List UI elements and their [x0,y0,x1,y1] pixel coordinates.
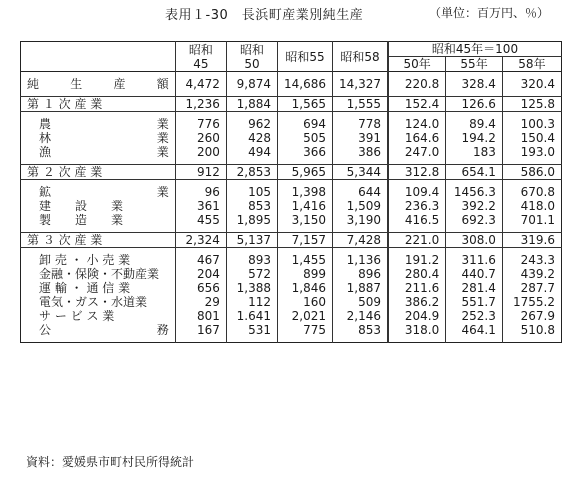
header-year-3: 昭和58 [333,42,389,72]
row-label [21,199,176,213]
index-cell: 267.9 [502,309,561,323]
table-row [21,281,562,295]
row-label-text [39,145,169,159]
row-label [21,145,176,165]
value-cell: 509 [333,295,389,309]
value-cell: 204 [175,267,226,281]
index-cell: 100.3 [502,112,561,132]
value-cell: 14,327 [333,72,389,97]
value-cell: 494 [226,145,277,165]
value-cell: 167 [175,323,226,343]
index-cell: 464.1 [446,323,503,343]
table-row [21,112,562,132]
value-cell: 694 [278,112,333,132]
index-cell: 109.4 [388,180,446,200]
table-row [21,72,562,97]
index-cell: 191.2 [388,248,446,268]
value-cell: 1,509 [333,199,389,213]
row-label-text [39,131,169,145]
table-row [21,309,562,323]
row-label-text: 第 ３ 次 産 業 [27,233,103,247]
value-cell: 531 [226,323,277,343]
index-cell: 247.0 [388,145,446,165]
label-char: 純 [27,77,40,91]
header-index-year-1: 55年 [446,57,503,72]
row-label-text: 電気・ガス・水道業 [39,295,148,309]
value-cell: 2,853 [226,165,277,180]
value-cell: 200 [175,145,226,165]
index-cell: 319.6 [502,233,561,248]
value-cell: 366 [278,145,333,165]
value-cell: 160 [278,295,333,309]
value-cell: 899 [278,267,333,281]
label-char: 公 [39,323,52,337]
value-cell: 1,895 [226,213,277,233]
label-char: 林 [39,131,52,145]
value-cell: 2,324 [175,233,226,248]
index-cell: 654.1 [446,165,503,180]
value-cell: 361 [175,199,226,213]
index-cell: 328.4 [446,72,503,97]
value-cell: 9,874 [226,72,277,97]
value-cell: 386 [333,145,389,165]
label-char: 鉱 [39,185,52,199]
index-cell: 318.0 [388,323,446,343]
value-cell: 896 [333,267,389,281]
table-row [21,323,562,343]
value-cell: 391 [333,131,389,145]
value-cell: 912 [175,165,226,180]
row-label-text: 金融・保険・不動産業 [39,267,160,281]
index-cell: 125.8 [502,97,561,112]
header-year-2: 昭和55 [278,42,333,72]
row-label [21,165,176,180]
table-row [21,267,562,281]
value-cell: 572 [226,267,277,281]
table-row [21,97,562,112]
value-cell: 5,344 [333,165,389,180]
index-cell: 150.4 [502,131,561,145]
row-label [21,267,176,281]
value-cell: 1,416 [278,199,333,213]
index-cell: 692.3 [446,213,503,233]
index-cell: 320.4 [502,72,561,97]
label-char: 農 [39,117,52,131]
value-cell: 1,555 [333,97,389,112]
row-label [21,281,176,295]
row-label [21,72,176,97]
row-label [21,248,176,268]
value-cell: 1,455 [278,248,333,268]
index-cell: 670.8 [502,180,561,200]
value-cell: 1,846 [278,281,333,295]
index-cell: 164.6 [388,131,446,145]
value-cell: 260 [175,131,226,145]
unit-note: （単位：百万円、％） [428,6,549,20]
value-cell: 1,398 [278,180,333,200]
table-row [21,233,562,248]
label-char: 生 [70,77,83,91]
value-cell: 656 [175,281,226,295]
row-label-text [39,323,169,337]
value-cell: 5,965 [278,165,333,180]
value-cell: 1,236 [175,97,226,112]
header-row-years [21,42,562,57]
value-cell: 505 [278,131,333,145]
index-cell: 89.4 [446,112,503,132]
index-cell: 418.0 [502,199,561,213]
row-label [21,180,176,200]
index-cell: 221.0 [388,233,446,248]
index-cell: 124.0 [388,112,446,132]
row-label-text: 製 造 業 [39,213,124,227]
header-year-0: 昭和45 [175,42,226,72]
value-cell: 1,136 [333,248,389,268]
index-cell: 439.2 [502,267,561,281]
value-cell: 2,021 [278,309,333,323]
table-row [21,213,562,233]
row-label-text: 第 ２ 次 産 業 [27,165,103,179]
index-cell: 252.3 [446,309,503,323]
index-cell: 510.8 [502,323,561,343]
value-cell: 14,686 [278,72,333,97]
value-cell: 775 [278,323,333,343]
value-cell: 853 [333,323,389,343]
value-cell: 428 [226,131,277,145]
table-row [21,165,562,180]
header-index-year-0: 50年 [388,57,446,72]
index-cell: 281.4 [446,281,503,295]
row-label [21,309,176,323]
index-cell: 1755.2 [502,295,561,309]
value-cell: 455 [175,213,226,233]
index-cell: 194.2 [446,131,503,145]
row-label [21,233,176,248]
table-row [21,248,562,268]
row-label-text: 第 １ 次 産 業 [27,97,103,111]
label-char: 漁 [39,145,52,159]
value-cell: 3,190 [333,213,389,233]
label-char: 業 [156,185,169,199]
production-table [20,41,562,343]
source-note: 資料：愛媛県市町村民所得統計 [26,455,195,469]
index-cell: 392.2 [446,199,503,213]
value-cell: 853 [226,199,277,213]
row-label [21,323,176,343]
value-cell: 801 [175,309,226,323]
value-cell: 112 [226,295,277,309]
index-cell: 220.8 [388,72,446,97]
row-label-text: 建 設 業 [39,199,124,213]
index-cell: 311.6 [446,248,503,268]
index-cell: 193.0 [502,145,561,165]
index-cell: 386.2 [388,295,446,309]
header-index-label: 昭和45年＝100 [388,42,561,57]
value-cell: 1,887 [333,281,389,295]
value-cell: 467 [175,248,226,268]
index-cell: 701.1 [502,213,561,233]
index-cell: 308.0 [446,233,503,248]
index-cell: 586.0 [502,165,561,180]
index-cell: 440.7 [446,267,503,281]
value-cell: 776 [175,112,226,132]
row-label-text [39,117,169,131]
index-cell: 551.7 [446,295,503,309]
header-corner [21,42,176,72]
row-label [21,131,176,145]
index-cell: 287.7 [502,281,561,295]
label-char: 務 [156,323,169,337]
value-cell: 29 [175,295,226,309]
index-cell: 183 [446,145,503,165]
index-cell: 312.8 [388,165,446,180]
index-cell: 126.6 [446,97,503,112]
index-cell: 204.9 [388,309,446,323]
header-year-1: 昭和50 [226,42,277,72]
row-label [21,97,176,112]
row-label [21,295,176,309]
value-cell: 1,884 [226,97,277,112]
value-cell: 778 [333,112,389,132]
label-char: 業 [156,117,169,131]
value-cell: 644 [333,180,389,200]
index-cell: 152.4 [388,97,446,112]
table-row [21,145,562,165]
table-row [21,180,562,200]
row-label [21,213,176,233]
row-label [21,112,176,132]
header-index-year-2: 58年 [502,57,561,72]
row-label-text [39,185,169,199]
label-char: 業 [156,145,169,159]
index-cell: 236.3 [388,199,446,213]
value-cell: 1,565 [278,97,333,112]
index-cell: 416.5 [388,213,446,233]
value-cell: 5,137 [226,233,277,248]
label-char: 額 [156,77,169,91]
table-row [21,295,562,309]
value-cell: 962 [226,112,277,132]
value-cell: 1,388 [226,281,277,295]
value-cell: 3,150 [278,213,333,233]
value-cell: 1.641 [226,309,277,323]
table-row [21,131,562,145]
value-cell: 7,157 [278,233,333,248]
row-label-text: 卸 売 ・ 小 売 業 [39,253,131,267]
value-cell: 4,472 [175,72,226,97]
label-char: 産 [113,77,126,91]
value-cell: 7,428 [333,233,389,248]
row-label-text: 運 輸 ・ 通 信 業 [39,281,131,295]
row-label-text: サ ー ビ ス 業 [39,309,115,323]
value-cell: 2,146 [333,309,389,323]
table-title: 表用１-30 長浜町産業別純生産 [165,8,364,23]
index-cell: 211.6 [388,281,446,295]
value-cell: 105 [226,180,277,200]
label-char: 業 [156,131,169,145]
index-cell: 243.3 [502,248,561,268]
index-cell: 1456.3 [446,180,503,200]
row-label-text [27,77,169,91]
value-cell: 96 [175,180,226,200]
index-cell: 280.4 [388,267,446,281]
value-cell: 893 [226,248,277,268]
table-row [21,199,562,213]
